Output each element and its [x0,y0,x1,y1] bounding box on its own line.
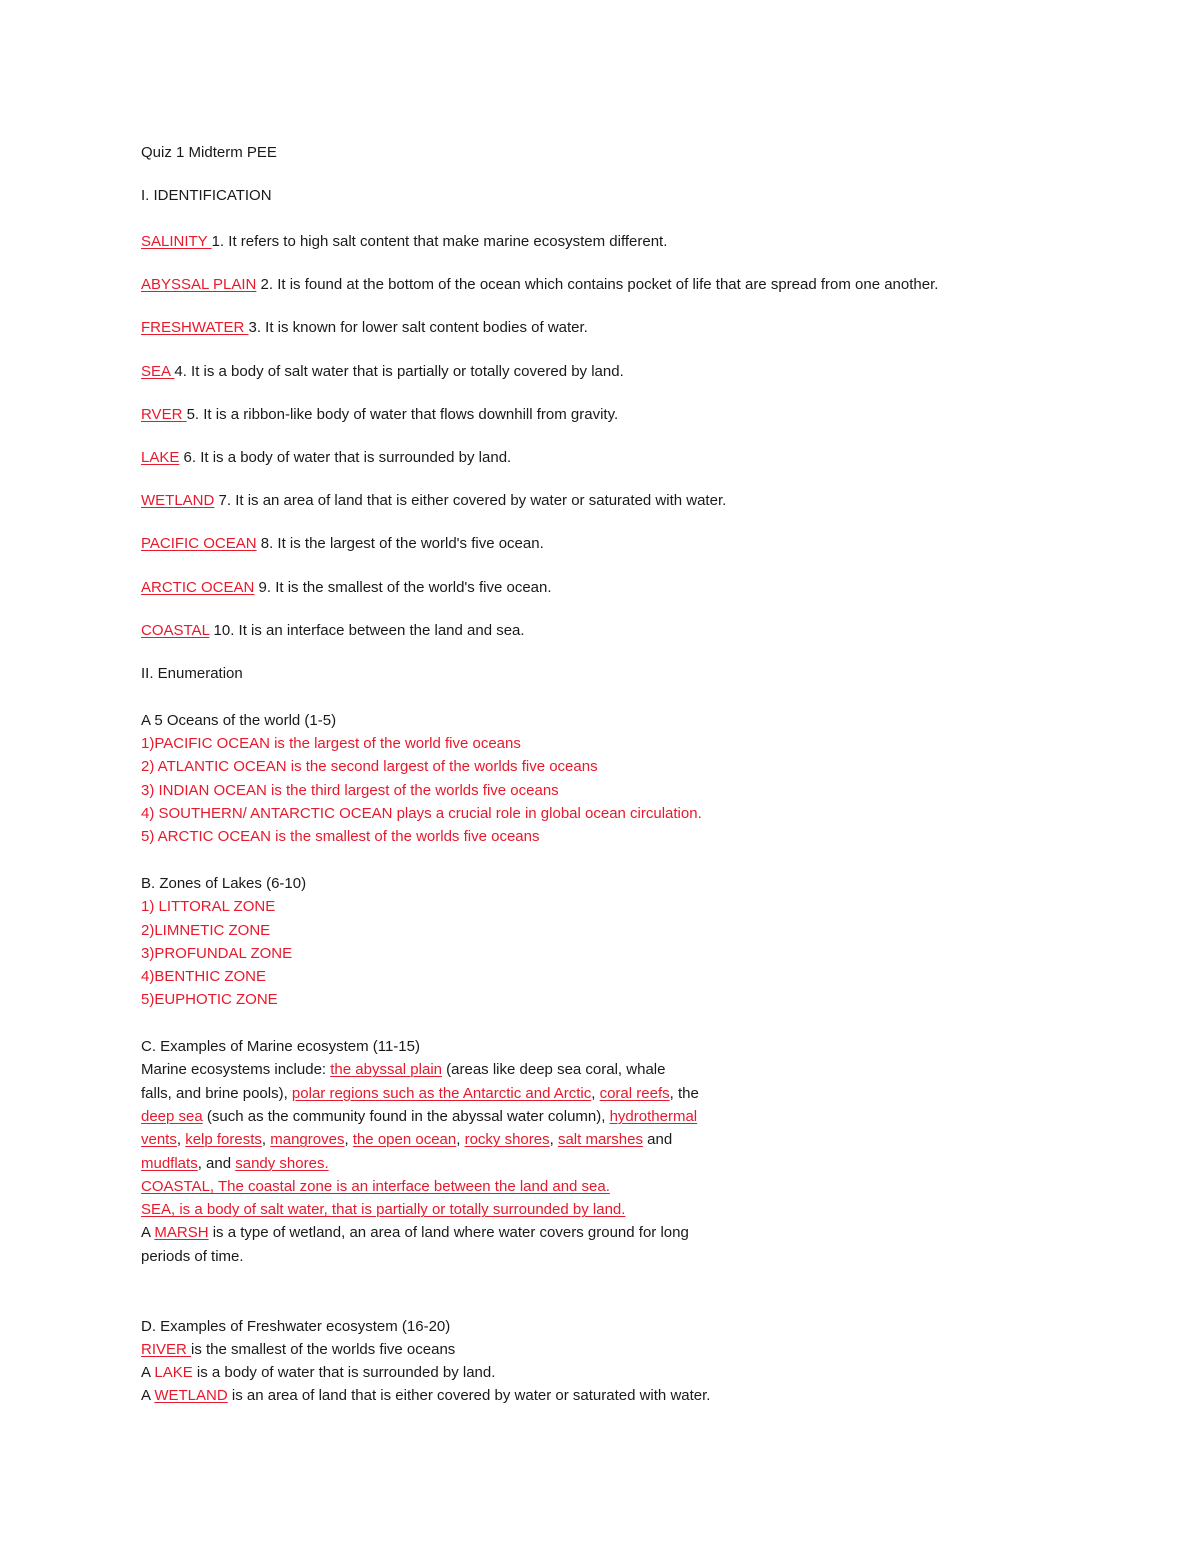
document-title: Quiz 1 Midterm PEE [141,144,277,161]
list-item: 3)PROFUNDAL ZONE [141,944,293,962]
identification-answer: LAKE [141,448,180,466]
identification-question: 7. It is an area of land that is either covered by water or saturated with water. [214,492,727,510]
part-c-heading: C. Examples of Marine ecosystem (11-15) [141,1038,420,1056]
identification-item [141,361,1141,383]
identification-answer: RVER [141,405,187,423]
enumeration-part-d [141,1315,1141,1408]
text-line: mudflats, and sandy shores. [141,1154,329,1172]
identification-question: 5. It is a ribbon-like body of water that flows downhill from gravity. [186,405,619,423]
text-line: periods of time. [141,1247,244,1265]
list-item: 3) INDIAN OCEAN is the third largest of the worlds five oceans [141,781,559,799]
identification-question: 9. It is the smallest of the world's five ocean. [254,578,552,596]
list-item: 2)LIMNETIC ZONE [141,921,271,939]
text-line: A LAKE is a body of water that is surrounded by land. [141,1364,496,1382]
text-line: deep sea (such as the community found in the abyssal water column), hydrothermal [141,1107,698,1125]
part-a-heading: A 5 Oceans of the world (1-5) [141,711,337,729]
identification-list [141,231,1141,642]
enumeration-part-a [141,709,1141,849]
identification-item [141,533,1141,555]
text-line: vents, kelp forests, mangroves, the open ocean, rocky shores, salt marshes and [141,1131,673,1149]
section-identification-heading: I. IDENTIFICATION [141,187,272,204]
identification-answer: ABYSSAL PLAIN [141,276,257,294]
identification-answer: ARCTIC OCEAN [141,578,255,596]
list-item: 4)BENTHIC ZONE [141,968,267,986]
identification-question: 3. It is known for lower salt content bodies of water. [248,319,588,337]
identification-answer: SALINITY [141,233,212,250]
identification-answer: SEA [141,362,175,380]
identification-item [141,447,1141,469]
identification-item [141,490,1141,512]
identification-item [141,317,1141,339]
part-b-heading: B. Zones of Lakes (6-10) [141,874,307,892]
identification-item [141,620,1141,642]
text-line: A MARSH is a type of wetland, an area of land where water covers ground for long [141,1224,689,1242]
identification-question: 8. It is the largest of the world's five ocean. [256,535,544,553]
list-item: 4) SOUTHERN/ ANTARCTIC OCEAN plays a crucial role in global ocean circulation. [141,805,702,823]
identification-item [141,274,1141,296]
list-item: 5) ARCTIC OCEAN is the smallest of the worlds five oceans [141,828,540,846]
list-item: 2) ATLANTIC OCEAN is the second largest of the worlds five oceans [141,758,598,776]
text-line: A WETLAND is an area of land that is either covered by water or saturated with water. [141,1387,711,1405]
identification-question: 1. It refers to high salt content that make marine ecosystem different. [211,233,668,250]
identification-question: 6. It is a body of water that is surrounded by land. [179,448,512,466]
identification-answer: WETLAND [141,492,215,510]
identification-item [141,577,1141,599]
text-line: SEA, is a body of salt water, that is partially or totally surrounded by land. [141,1201,626,1219]
enumeration-part-c [141,1035,1141,1268]
text-line: falls, and brine pools), polar regions such as the Antarctic and Arctic, coral reefs, the [141,1084,699,1102]
text-line: COASTAL, The coastal zone is an interface between the land and sea. [141,1177,610,1195]
identification-item [141,404,1141,426]
part-d-heading: D. Examples of Freshwater ecosystem (16-20) [141,1317,451,1335]
identification-question: 4. It is a body of salt water that is partially or totally covered by land. [174,362,624,380]
identification-question: 10. It is an interface between the land and sea. [209,621,525,639]
identification-question: 2. It is found at the bottom of the ocean which contains pocket of life that are spread from one another. [256,276,939,294]
section-enumeration-heading: II. Enumeration [141,664,243,682]
identification-answer: COASTAL [141,621,210,639]
identification-item [141,231,1141,253]
list-item: 1) LITTORAL ZONE [141,898,276,916]
identification-answer: PACIFIC OCEAN [141,535,257,553]
text-line: Marine ecosystems include: the abyssal plain (areas like deep sea coral, whale [141,1061,666,1079]
text-line: RIVER is the smallest of the worlds five oceans [141,1340,456,1358]
list-item: 1)PACIFIC OCEAN is the largest of the world five oceans [141,735,521,753]
identification-answer: FRESHWATER [141,319,249,337]
list-item: 5)EUPHOTIC ZONE [141,991,278,1009]
document-body [141,142,1141,1408]
enumeration-part-b [141,872,1141,1012]
